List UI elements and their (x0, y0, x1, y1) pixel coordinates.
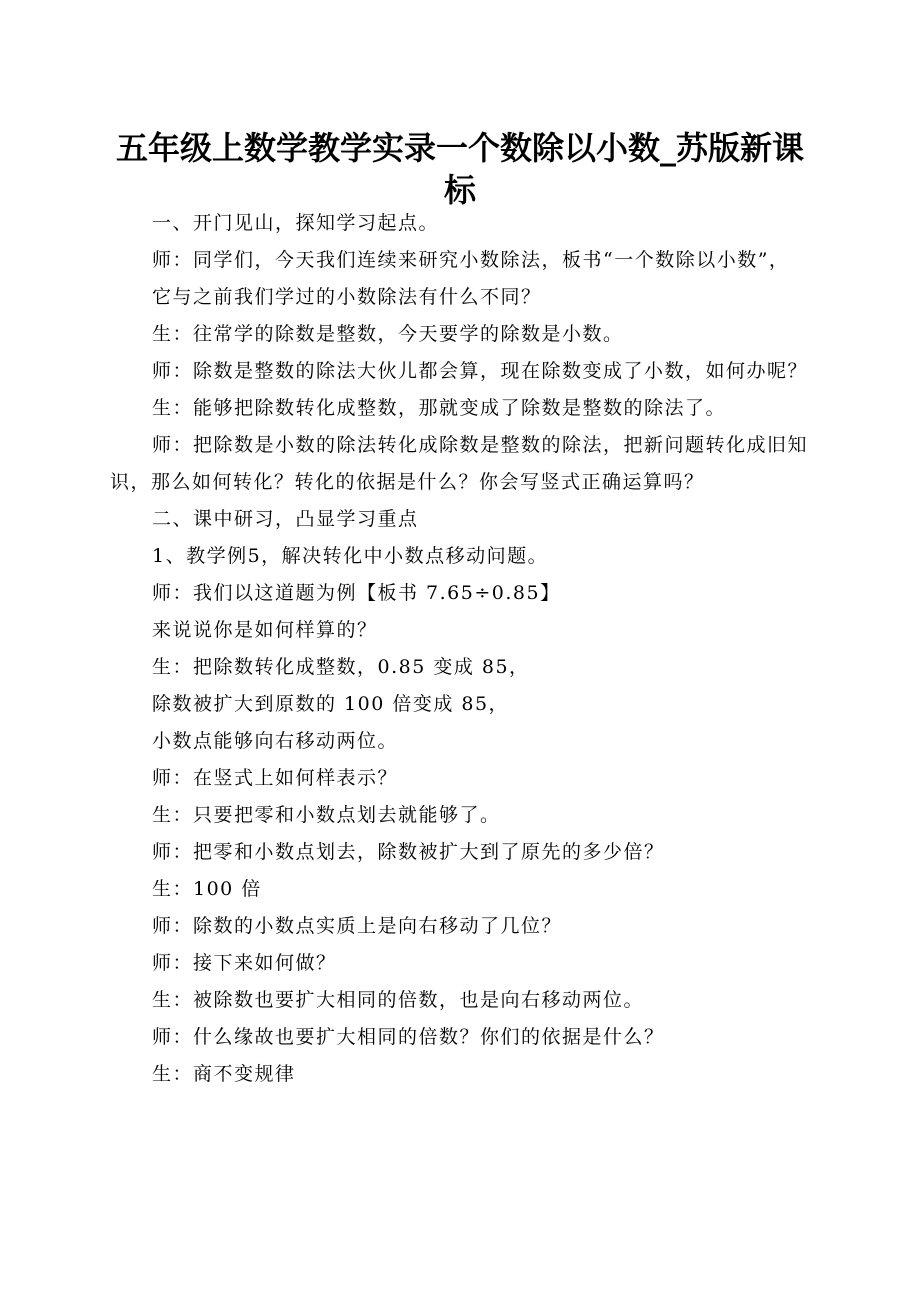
paragraph-divisor-100x: 除数被扩大到原数的 100 倍变成 85， (152, 693, 510, 715)
paragraph-difference-question: 它与之前我们学过的小数除法有什么不同？ (152, 286, 542, 308)
paragraph-teacher-vertical: 师：在竖式上如何样表示？ (152, 767, 399, 789)
paragraph-student-answer-2: 生：能够把除数转化成整数，那就变成了除数是整数的除法了。 (152, 397, 727, 419)
paragraph-teacher-question-2: 师：除数是整数的除法大伙儿都会算，现在除数变成了小数，如何办呢？ (152, 360, 809, 382)
paragraph-student-convert: 生：把除数转化成整数，0.85 变成 85， (152, 656, 530, 678)
document-title: 五年级上数学教学实录一个数除以小数_苏版新课标 (115, 129, 804, 210)
paragraph-how-to-calc: 来说说你是如何样算的？ (152, 619, 378, 641)
paragraph-student-rule: 生：商不变规律 (152, 1063, 296, 1085)
paragraph-teacher-how-many-places: 师：除数的小数点实质上是向右移动了几位？ (152, 915, 563, 937)
paragraph-section-two-heading: 二、课中研习，凸显学习重点 (152, 508, 419, 530)
paragraph-board-example: 师：我们以这道题为例【板书 7.65÷0.85】 (152, 582, 561, 604)
paragraph-student-cross-out: 生：只要把零和小数点划去就能够了。 (152, 804, 501, 826)
document-body (110, 205, 810, 1093)
paragraph-section-one-heading: 一、开门见山，探知学习起点。 (152, 212, 440, 234)
paragraph-teacher-intro: 师：同学们，今天我们连续来研究小数除法，板书“一个数除以小数”， (152, 249, 790, 271)
paragraph-teacher-next-step: 师：接下来如何做？ (152, 952, 337, 974)
paragraph-student-answer-1: 生：往常学的除数是整数，今天要学的除数是小数。 (152, 323, 624, 345)
paragraph-student-dividend: 生：被除数也要扩大相同的倍数，也是向右移动两位。 (152, 989, 645, 1011)
paragraph-student-100-times: 生：100 倍 (152, 878, 262, 900)
paragraph-teacher-how-many-times: 师：把零和小数点划去，除数被扩大到了原先的多少倍？ (152, 841, 665, 863)
paragraph-teacher-question-3: 师：把除数是小数的除法转化成除数是整数的除法，把新问题转化成旧知识，那么如何转化？转化的依据是什么？你会写竖式正确运算吗？ (110, 434, 809, 493)
paragraph-decimal-move: 小数点能够向右移动两位。 (152, 730, 399, 752)
paragraph-teacher-why: 师：什么缘故也要扩大相同的倍数？你们的依据是什么？ (152, 1026, 665, 1048)
paragraph-example-5: 1、教学例5，解决转化中小数点移动问题。 (152, 545, 549, 567)
